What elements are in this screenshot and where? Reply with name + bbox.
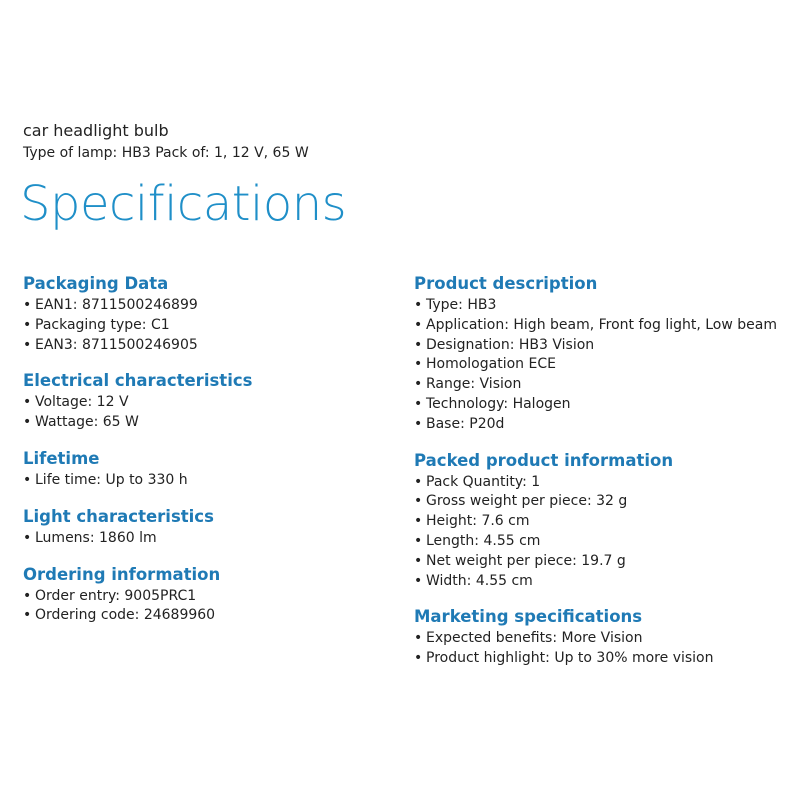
spec-item-text: Lumens: 1860 lm: [35, 529, 157, 546]
spec-item: [23, 296, 393, 316]
bullet-icon: •: [414, 356, 423, 373]
spec-item: [414, 572, 794, 592]
spec-item-text: Length: 4.55 cm: [426, 532, 541, 549]
spec-item: [23, 606, 393, 626]
spec-item: [414, 532, 794, 552]
bullet-icon: •: [414, 316, 423, 333]
section-packed-product-information: [414, 450, 794, 592]
page-title: Specifications: [20, 176, 347, 232]
spec-item-text: Product highlight: Up to 30% more vision: [426, 650, 714, 667]
section-heading: Marketing specifications: [414, 607, 643, 627]
spec-item: [414, 296, 794, 316]
spec-item: [23, 471, 393, 491]
spec-item: [414, 355, 794, 375]
spec-item-text: Base: P20d: [426, 415, 505, 432]
spec-item-text: Expected benefits: More Vision: [426, 630, 643, 647]
section-light-characteristics: [23, 506, 393, 549]
spec-item: [414, 375, 794, 395]
spec-item: [414, 316, 794, 336]
section-product-description: [414, 273, 794, 435]
bullet-icon: •: [23, 607, 32, 624]
bullet-icon: •: [23, 471, 32, 488]
section-heading: Packed product information: [414, 450, 674, 470]
spec-item-text: EAN1: 8711500246899: [35, 297, 198, 313]
spec-item: [23, 316, 393, 336]
bullet-icon: •: [414, 336, 423, 353]
right-column: [414, 273, 794, 684]
spec-item-text: Voltage: 12 V: [35, 394, 129, 411]
bullet-icon: •: [23, 297, 32, 313]
section-packaging-data: [23, 273, 393, 355]
bullet-icon: •: [414, 552, 423, 569]
spec-item-text: Wattage: 65 W: [35, 414, 139, 431]
bullet-icon: •: [414, 473, 423, 490]
bullet-icon: •: [23, 529, 32, 546]
spec-item-text: Application: High beam, Front fog light, Low beam: [426, 316, 777, 333]
spec-item: [414, 649, 794, 669]
bullet-icon: •: [23, 336, 32, 353]
spec-item-text: Type: HB3: [426, 297, 497, 313]
section-electrical-characteristics: [23, 370, 393, 433]
left-column: [23, 273, 393, 641]
bullet-icon: •: [414, 532, 423, 549]
spec-item: [414, 492, 794, 512]
spec-item-text: Order entry: 9005PRC1: [35, 587, 197, 604]
spec-item: [23, 413, 393, 433]
spec-item-text: Width: 4.55 cm: [426, 572, 533, 589]
spec-item-text: EAN3: 8711500246905: [35, 336, 198, 353]
bullet-icon: •: [414, 513, 423, 530]
bullet-icon: •: [414, 650, 423, 667]
spec-item: [414, 629, 794, 649]
spec-item: [414, 415, 794, 435]
section-heading: Ordering information: [23, 564, 221, 584]
section-heading: Lifetime: [23, 448, 100, 468]
bullet-icon: •: [23, 316, 32, 333]
spec-item: [23, 336, 393, 356]
spec-item-text: Pack Quantity: 1: [426, 473, 541, 490]
section-lifetime: [23, 448, 393, 491]
product-subtitle: Type of lamp: HB3 Pack of: 1, 12 V, 65 W: [23, 145, 309, 161]
spec-item-text: Homologation ECE: [426, 356, 556, 373]
spec-item: [414, 473, 794, 493]
bullet-icon: •: [414, 376, 423, 393]
spec-item-text: Technology: Halogen: [426, 395, 571, 412]
bullet-icon: •: [414, 415, 423, 432]
bullet-icon: •: [414, 493, 423, 510]
spec-item-text: Range: Vision: [426, 376, 522, 393]
spec-item: [414, 512, 794, 532]
product-name: car headlight bulb: [23, 121, 169, 140]
section-ordering-information: [23, 564, 393, 627]
spec-item-text: Life time: Up to 330 h: [35, 471, 188, 488]
spec-item: [23, 529, 393, 549]
bullet-icon: •: [414, 572, 423, 589]
section-heading: Electrical characteristics: [23, 371, 253, 391]
spec-item: [414, 336, 794, 356]
spec-item-text: Net weight per piece: 19.7 g: [426, 552, 626, 569]
section-heading: Light characteristics: [23, 506, 214, 526]
section-marketing-specifications: [414, 606, 794, 669]
bullet-icon: •: [414, 630, 423, 647]
spec-item-text: Packaging type: C1: [35, 316, 170, 333]
section-heading: Packaging Data: [23, 274, 169, 293]
spec-item-text: Ordering code: 24689960: [35, 607, 216, 624]
spec-item-text: Gross weight per piece: 32 g: [426, 493, 628, 510]
bullet-icon: •: [23, 414, 32, 431]
spec-item: [414, 395, 794, 415]
spec-item: [414, 552, 794, 572]
section-heading: Product description: [414, 274, 598, 293]
spec-item-text: Height: 7.6 cm: [426, 513, 530, 530]
bullet-icon: •: [414, 297, 423, 313]
bullet-icon: •: [23, 394, 32, 411]
bullet-icon: •: [414, 395, 423, 412]
spec-item-text: Designation: HB3 Vision: [426, 336, 595, 353]
bullet-icon: •: [23, 587, 32, 604]
spec-item: [23, 587, 393, 607]
spec-item: [23, 393, 393, 413]
